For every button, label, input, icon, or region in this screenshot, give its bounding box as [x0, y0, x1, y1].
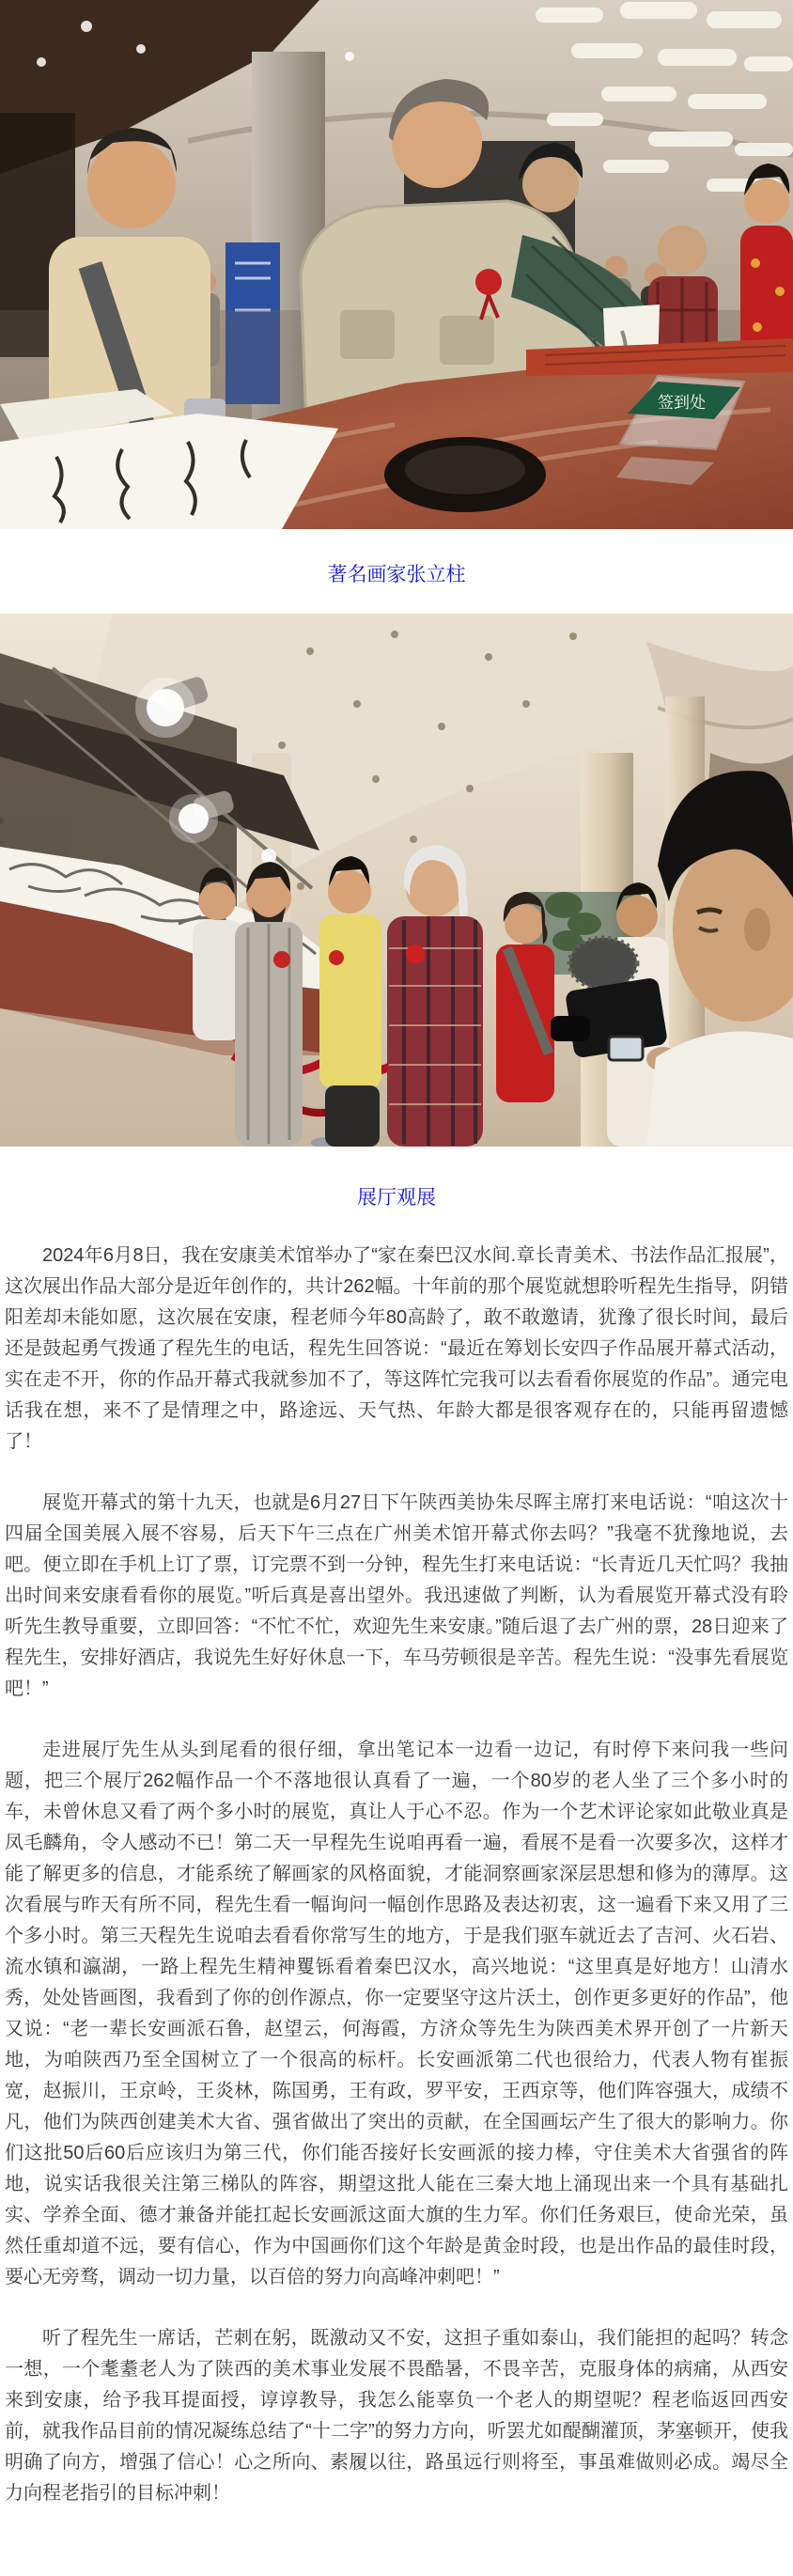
signin-sign-label: 签到处 [658, 394, 706, 412]
photo-exhibition-viewing [0, 614, 793, 1147]
figure-calligraphy-event [0, 0, 793, 589]
red-corsage [475, 269, 502, 295]
photo-calligraphy-event [0, 0, 793, 529]
article-paragraph-2: 展览开幕式的第十九天，也就是6月27日下午陕西美协朱尽晖主席打来电话说：“咱这次十四届全国美展入展不容易，后天下午三点在广州美术馆开幕式你去吗？”我毫不犹豫地说，去吧。便立即在手机上订了票，订完票不到一分钟，程先生打来电话说：“长青近几天忙吗？我抽出时间来安康看看你的展览。”听后真是喜出望外。我迅速做了判断，认为看展览开幕式没有聆听先生教导重要，立即回答：“不忙不忙，欢迎先生来安康。”随后退了去广州的票，28日迎来了程先生，安排好酒店，我说先生好好休息一下，车马劳顿很是辛苦。程先生说：“没事先看展览吧！” [5, 1492, 788, 1699]
article-paragraph-3: 走进展厅先生从头到尾看的很仔细，拿出笔记本一边看一边记，有时停下来问我一些问题，把三个展厅262幅作品一个不落地很认真看了一遍，一个80岁的老人坐了三个多小时的车，未曾休息又看了两个多小时的展览，真让人于心不忍。作为一个艺术评论家如此敬业真是凤毛麟角，令人感动不已！第二天一早程先生说咱再看一遍，看展不是看一次要多次，这样才能了解更多的信息，才能系统了解画家的风格面貌，才能洞察画家深层思想和修为的薄厚。这次看展与昨天有所不同，程先生看一幅询问一幅创作思路及表达初衷，这一遍看下来又用了三个多小时。第三天程先生说咱去看看你常写生的地方，于是我们驱车就近去了吉河、火石岩、流水镇和瀛湖，一路上程先生精神矍铄看着秦巴汉水，高兴地说：“这里真是好地方！山清水秀，处处皆画图，我看到了你的创作源点，你一定要坚守这片沃土，创作更多更好的作品”，他又说：“老一辈长安画派石鲁，赵望云，何海霞，方济众等先生为陕西美术界开创了一片新天地，为咱陕西乃至全国树立了一个很高的标杆。长安画派第二代也很给力，代表人物有崔振宽，赵振川，王京岭，王炎林，陈国勇，王有政，罗平安，王西京等，他们阵容强大，成绩不凡，他们为陕西创建美术大省、强省做出了突出的贡献，在全国画坛产生了很大的影响力。你们这批50后60后应该归为第三代，你们能否接好长安画派的接力棒，守住美术大省强省的阵地，说实话我很关注第三梯队的阵容，期望这批人能在三秦大地上涌现出来一个具有基础扎实、学养全面、德才兼备并能扛起长安画派这面大旗的生力军。你们任务艰巨，使命光荣，虽然任重却道不远，要有信心，作为中国画你们这个年龄是黄金时段，也是出作品的最佳时段，要心无旁骛，调动一切力量，以百倍的努力向高峰冲刺吧！” [5, 1740, 788, 2287]
figure-exhibition-viewing [0, 614, 793, 1212]
article-paragraph-1: 2024年6月8日，我在安康美术馆举办了“家在秦巴汉水间.章长青美术、书法作品汇报展”，这次展出作品大部分是近年创作的，共计262幅。十年前的那个展览就想聆听程先生指导，阴错阳差却未能如愿，这次展在安康，程老师今年80高龄了，敢不敢邀请，犹豫了很长时间，最后还是鼓起勇气拨通了程先生的电话，程先生回答说：“最近在筹划长安四子作品展开幕式活动，实在走不开，你的作品开幕式我就参加不了，等这阵忙完我可以去看看你展览的作品”。通完电话我在想，来不了是情理之中，路途远、天气热、年龄大都是很客观存在的，只能再留遗憾了！ [5, 1245, 788, 1452]
article-body [0, 1241, 793, 2545]
article-paragraph-4: 听了程先生一席话，芒刺在躬，既激动又不安，这担子重如泰山，我们能担的起吗？转念一想，一个耄耋老人为了陕西的美术事业发展不畏酷暑，不畏辛苦，克服身体的病痛，从西安来到安康，给予我耳提面授，谆谆教导，我怎么能辜负一个老人的期望呢？程老临返回西安前，就我作品目前的情况凝练总结了“十二字”的努力方向，听罢尤如醍醐灌顶，茅塞顿开，使我明确了向方，增强了信心！心之所向、素履以往，路虽远行则将至，事虽难做则必成。竭尽全力向程老指引的目标冲刺！ [5, 2328, 788, 2504]
spotlight-glow [147, 689, 184, 726]
figure-caption-exhibition: 展厅观展 [357, 1187, 436, 1209]
microphone-windjammer [569, 938, 637, 989]
camera-lens [551, 1016, 590, 1041]
figure-caption-painter: 著名画家张立柱 [327, 564, 466, 585]
camera-screen [609, 1037, 643, 1060]
